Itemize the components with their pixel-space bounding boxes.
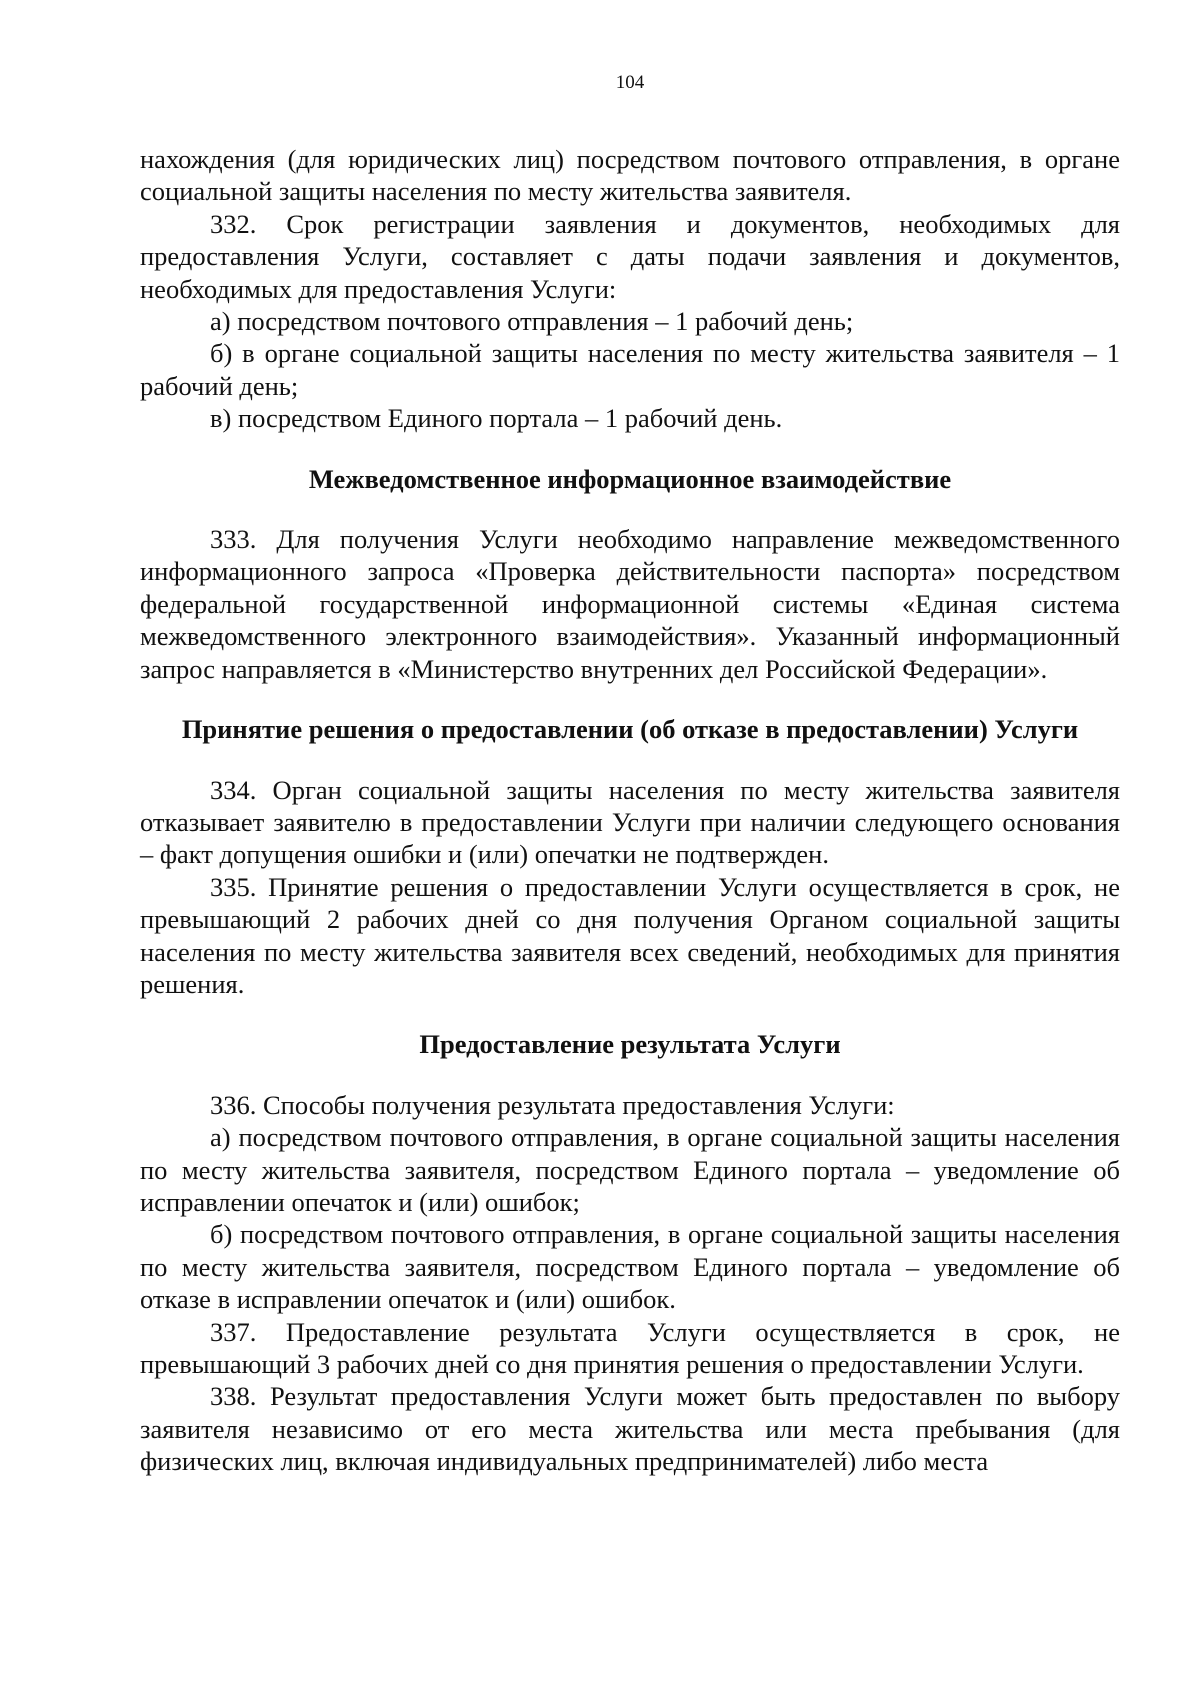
section-heading-decision: Принятие решения о предоставлении (об отказе в предоставлении) Услуги: [181, 714, 1079, 745]
section-heading-interagency: Межведомственное информационное взаимодействие: [308, 463, 952, 494]
paragraph-333: 333. Для получения Услуги необходимо направление межведомственного информационного запроса «Проверка действительности паспорта» посредством федеральной государственной информационной системы «Единая система межведомственного электронного взаимодействия». Указанный информационный запрос направляется в «Министерство внутренних дел Российской Федерации».: [140, 524, 1120, 684]
paragraph-332-b: б) в органе социальной защиты населения по месту жительства заявителя – 1 рабочий день;: [140, 338, 1120, 401]
paragraph-334: 334. Орган социальной защиты населения по месту жительства заявителя отказывает заявителю в предоставлении Услуги при наличии следующего основания – факт допущения ошибки и (или) опечатки не подтвержден.: [140, 774, 1120, 870]
paragraph-332-a: а) посредством почтового отправления – 1 рабочий день;: [210, 306, 854, 337]
paragraph-continuation: нахождения (для юридических лиц) посредством почтового отправления, в органе социальной защиты населения по месту жительства заявителя.: [140, 144, 1120, 207]
page-number: 104: [615, 72, 645, 93]
section-heading-result: Предоставление результата Услуги: [419, 1029, 841, 1060]
paragraph-336-b: б) посредством почтового отправления, в органе социальной защиты населения по месту жительства заявителя, посредством Единого портала – уведомление об отказе в исправлении опечаток и (или) ошибок.: [140, 1219, 1120, 1315]
paragraph-336-a: а) посредством почтового отправления, в органе социальной защиты населения по месту жительства заявителя, посредством Единого портала – уведомление об исправлении опечаток и (или) ошибок;: [140, 1122, 1120, 1217]
paragraph-332-c: в) посредством Единого портала – 1 рабочий день.: [210, 403, 783, 434]
paragraph-335: 335. Принятие решения о предоставлении Услуги осуществляется в срок, не превышающий 2 рабочих дней со дня получения Органом социальной защиты населения по месту жительства заявителя всех сведений, необходимых для принятия решения.: [140, 871, 1120, 999]
paragraph-337: 337. Предоставление результата Услуги осуществляется в срок, не превышающий 3 рабочих дней со дня принятия решения о предоставлении Услуги.: [140, 1316, 1120, 1379]
document-body: [140, 143, 1120, 1478]
paragraph-336: 336. Способы получения результата предоставления Услуги:: [210, 1089, 895, 1120]
paragraph-332: 332. Срок регистрации заявления и документов, необходимых для предоставления Услуги, составляет с даты подачи заявления и документов, необходимых для предоставления Услуги:: [140, 208, 1120, 304]
paragraph-338: 338. Результат предоставления Услуги может быть предоставлен по выбору заявителя независимо от его места жительства или места пребывания (для физических лиц, включая индивидуальных предпринимателей) либо места: [140, 1381, 1120, 1477]
